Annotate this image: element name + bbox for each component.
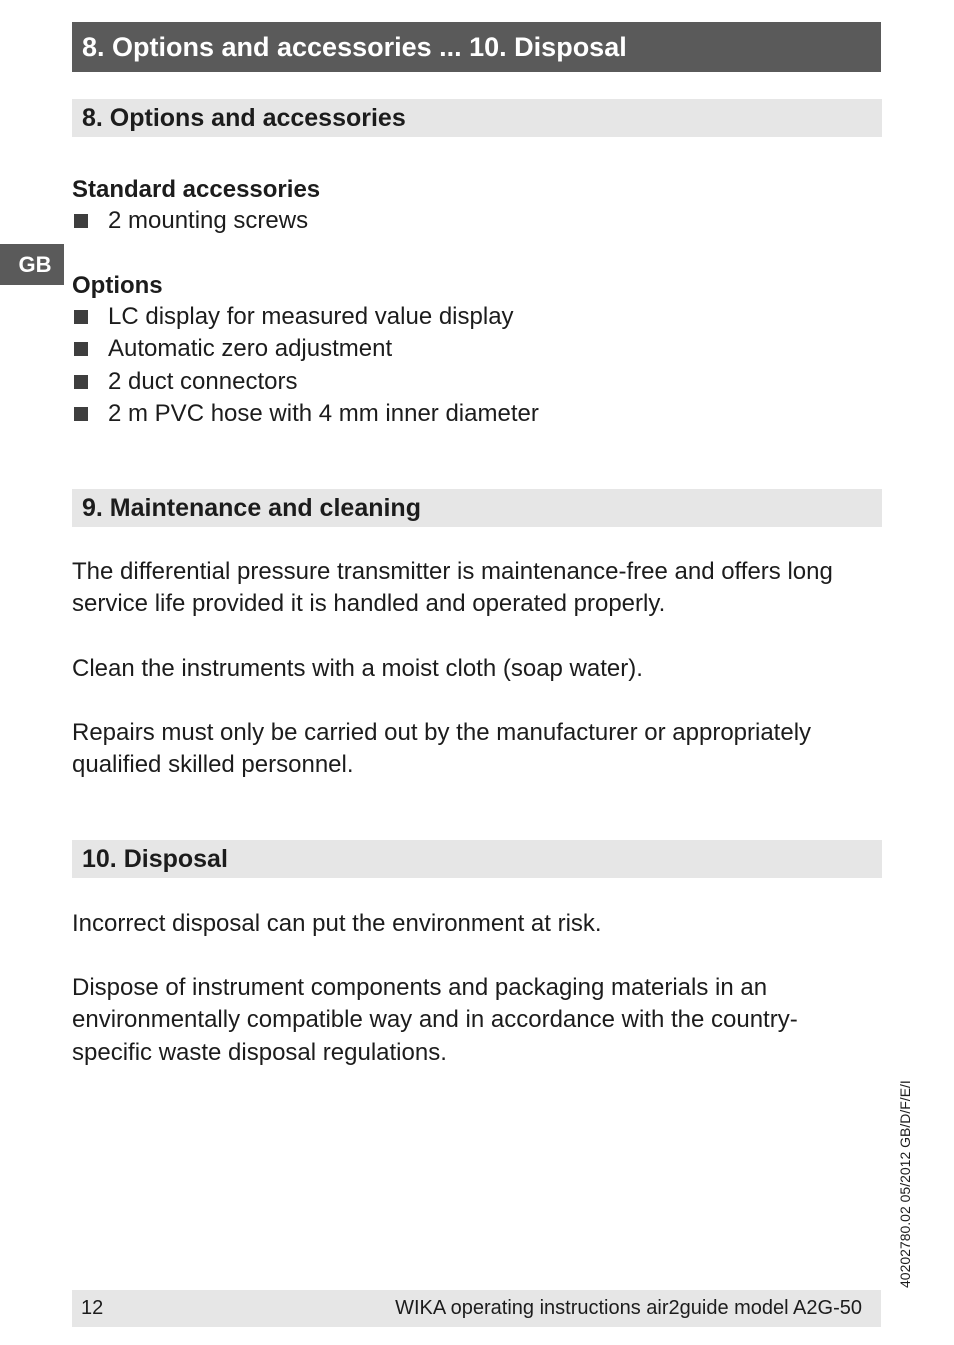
options-heading: Options bbox=[72, 272, 163, 299]
standard-accessories-heading: Standard accessories bbox=[72, 176, 321, 203]
document-code: 40202780.02 05/2012 GB/D/F/E/I bbox=[897, 1080, 913, 1288]
square-bullet-icon bbox=[74, 375, 88, 389]
disposal-risk-paragraph: Incorrect disposal can put the environment at risk. bbox=[72, 910, 602, 937]
footer-text: WIKA operating instructions air2guide model A2G-50 bbox=[395, 1297, 862, 1319]
section-10-heading: 10. Disposal bbox=[72, 840, 882, 878]
disposal-instructions-paragraph: Dispose of instrument components and packaging materials in an environmentally compatible way and in accordance with the country-specific waste disposal regulations. bbox=[72, 974, 798, 1066]
maintenance-paragraph: The differential pressure transmitter is maintenance-free and offers long service life provided it is handled and operated properly. bbox=[72, 558, 833, 618]
list-item: 2 mounting screws bbox=[72, 205, 308, 237]
repairs-paragraph: Repairs must only be carried out by the manufacturer or appropriately qualified skilled personnel. bbox=[72, 719, 812, 779]
square-bullet-icon bbox=[74, 407, 88, 421]
page-title: 8. Options and accessories ... 10. Disposal bbox=[72, 22, 881, 72]
language-tab-gb: GB bbox=[0, 244, 64, 285]
section-9-heading: 9. Maintenance and cleaning bbox=[72, 489, 882, 527]
list-item: Automatic zero adjustment bbox=[72, 333, 539, 365]
square-bullet-icon bbox=[74, 214, 88, 228]
section-8-heading: 8. Options and accessories bbox=[72, 99, 882, 137]
list-item: LC display for measured value display bbox=[72, 301, 539, 333]
square-bullet-icon bbox=[74, 310, 88, 324]
page-number: 12 bbox=[81, 1297, 104, 1319]
list-item: 2 m PVC hose with 4 mm inner diameter bbox=[72, 398, 539, 430]
cleaning-paragraph: Clean the instruments with a moist cloth (soap water). bbox=[72, 655, 643, 682]
footer bbox=[72, 1290, 881, 1327]
options-list bbox=[72, 301, 539, 430]
standard-accessories-list bbox=[72, 205, 308, 237]
list-item: 2 duct connectors bbox=[72, 366, 539, 398]
square-bullet-icon bbox=[74, 342, 88, 356]
